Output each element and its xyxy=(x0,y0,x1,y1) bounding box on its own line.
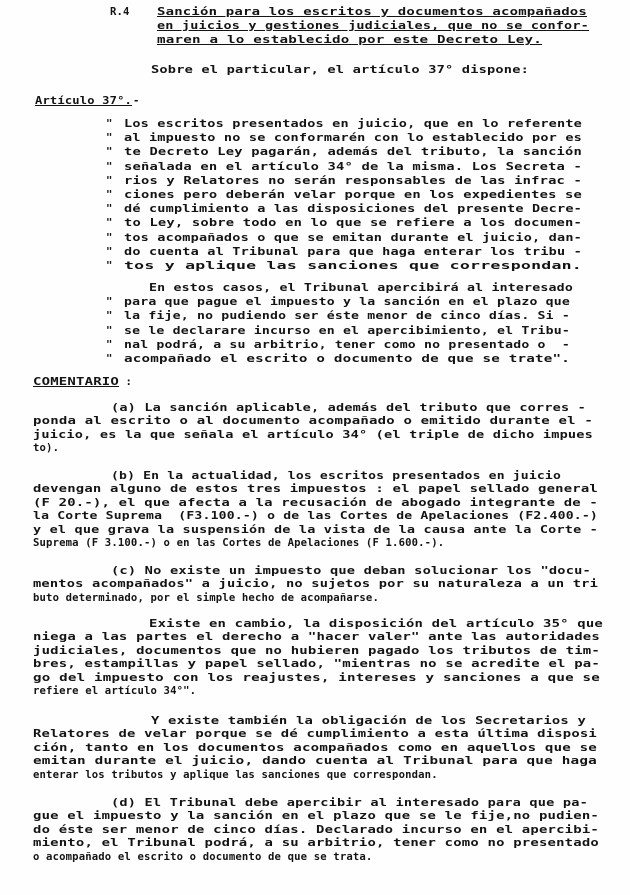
commentary-b-line: (b) En la actualidad, los escritos presentados en juicio xyxy=(111,470,561,482)
article-paragraph-line: nal podrá, a su arbitrio, tener como no presentado o - xyxy=(124,338,570,351)
margin-quote-mark: " xyxy=(106,118,113,130)
commentary-c-line: (c) No existe un impuesto que deban solucionar los "docu- xyxy=(111,565,591,577)
margin-quote-mark: " xyxy=(106,217,113,230)
commentary-a-line: to). xyxy=(33,442,60,455)
article-paragraph-line: se le declarare incurso en el apercibimiento, el Tribu- xyxy=(124,324,570,337)
article-paragraph-line: señalada en el artículo 34° de la misma. Los Secreta - xyxy=(124,160,582,173)
article-heading: Artículo 37°. xyxy=(35,95,132,107)
commentary-c2-line: judiciales, documentos que no hubieren pagado los tributos de tim- xyxy=(33,644,600,657)
commentary-c-line: mentos acompañados" a juicio, no sujetos por su naturaleza a un tri xyxy=(33,578,598,591)
margin-quote-mark: " xyxy=(106,189,113,201)
commentary-d-line: (d) El Tribunal debe apercibir al interesado para que pa- xyxy=(111,797,588,809)
commentary-d-line: o acompañado el escrito o documento de que se trata. xyxy=(33,850,373,863)
commentary-c2-line: niega a las partes el derecho a "hacer valer" ante las autoridades xyxy=(33,631,600,644)
commentary-c3-line: Relatores de velar porque se dé cumplimiento a esta última disposi xyxy=(33,728,597,741)
margin-quote-mark: " xyxy=(106,324,113,337)
commentary-a-line: ponda al escrito o al documento acompañado o emitido durante el - xyxy=(33,415,593,428)
article-paragraph-line: te Decreto Ley pagarán, además del tributo, la sanción xyxy=(124,146,582,159)
intro-text: Sobre el particular, el artículo 37° dispone: xyxy=(151,64,529,76)
commentary-d-line: gue el impuesto y la sanción en el plazo que se le fije,no pudien- xyxy=(33,810,599,823)
article-paragraph-line: tos acompañados o que se emitan durante el juicio, dan- xyxy=(124,231,582,244)
commentary-heading-colon: : xyxy=(119,376,133,388)
section-title-line: en juicios y gestiones judiciales, que no se confor- xyxy=(157,20,589,32)
commentary-c3-line: emitan durante el juicio, dando cuenta al Tribunal para que haga xyxy=(33,755,597,768)
article-paragraph-line: Los escritos presentados en juicio, que en lo referente xyxy=(124,118,582,130)
margin-quote-mark: " xyxy=(106,160,113,173)
margin-quote-mark: " xyxy=(106,132,113,145)
article-paragraph-line: al impuesto no se conformarén con lo establecido por es xyxy=(124,132,582,145)
article-paragraph-line: para que pague el impuesto y la sanción en el plazo que xyxy=(124,296,570,309)
section-title-line: Sanción para los escritos y documentos acompañados xyxy=(157,6,587,18)
commentary-b-line: la Corte Suprema (F3.100.-) o de las Cortes de Apelaciones (F2.400.-) xyxy=(33,510,598,523)
commentary-b-line: Suprema (F 3.100.-) o en las Cortes de Apelaciones (F 1.600.-). xyxy=(33,537,445,549)
margin-quote-mark: " xyxy=(106,231,113,244)
article-paragraph-line: tos y aplique las sanciones que correspondan. xyxy=(124,260,582,272)
margin-quote-mark: " xyxy=(106,146,113,159)
article-paragraph-line: ciones pero deberán velar porque en los expedientes se xyxy=(124,189,582,201)
commentary-c-line: buto determinado, por el simple hecho de acompañarse. xyxy=(33,591,379,604)
margin-quote-mark: " xyxy=(106,338,113,351)
commentary-c2-line: refiere el artículo 34°". xyxy=(33,685,197,697)
commentary-d-line: miento, el Tribunal podrá, a su arbitrio, tener como no presentado xyxy=(33,837,599,850)
section-number: R.4 xyxy=(110,6,130,18)
commentary-c2-line: Existe en cambio, la disposición del artículo 35° que xyxy=(149,618,603,630)
section-title-line: maren a lo establecido por este Decreto Ley. xyxy=(157,34,542,46)
margin-quote-mark: " xyxy=(106,203,113,216)
commentary-a-line: (a) La sanción aplicable, además del tributo que corres - xyxy=(111,402,586,414)
commentary-c2-line: go del impuesto con los reajustes, intereses y sanciones a que se xyxy=(33,671,600,684)
article-paragraph-line: rios y Relatores no serán responsables de las infrac - xyxy=(124,174,582,187)
margin-quote-mark: " xyxy=(106,260,113,272)
commentary-b-line: y el que grava la suspensión de la vista de la causa ante la Corte - xyxy=(33,523,598,536)
margin-quote-mark: " xyxy=(106,353,113,365)
article-paragraph-line: to Ley, sobre todo en lo que se refiere a los documen- xyxy=(124,217,582,230)
commentary-a-line: juicio, es la que señala el artículo 34° (el triple de dicho impues xyxy=(33,428,593,441)
article-paragraph-line: acompañado el escrito o documento de que se trate". xyxy=(124,353,570,365)
margin-quote-mark: " xyxy=(106,245,113,258)
article-heading-dash: - xyxy=(133,95,140,107)
commentary-heading: COMENTARIO xyxy=(33,376,119,388)
article-paragraph-line: dé cumplimiento a las disposiciones del presente Decre- xyxy=(124,203,582,216)
article-paragraph-line: En estos casos, el Tribunal apercibirá al interesado xyxy=(149,282,573,294)
margin-quote-mark: " xyxy=(106,296,113,309)
commentary-c3-line: ción, tanto en los documentos acompañados como en aquellos que se xyxy=(33,741,597,754)
article-paragraph-line: do cuenta al Tribunal para que haga enterar los tribu - xyxy=(124,245,582,258)
margin-quote-mark: " xyxy=(106,310,113,323)
commentary-c3-line: Y existe también la obligación de los Secretarios y xyxy=(151,715,586,727)
commentary-c2-line: bres, estampillas y papel sellado, "mientras no se acredite el pa- xyxy=(33,658,600,671)
commentary-c3-line: enterar los tributos y aplique las sanciones que correspondan. xyxy=(33,768,438,781)
commentary-d-line: do éste ser menor de cinco días. Declarado incurso en el apercibi- xyxy=(33,823,599,836)
article-paragraph-line: la fije, no pudiendo ser éste menor de cinco días. Si - xyxy=(124,310,570,323)
commentary-b-line: (F 20.-), el que afecta a la recusación de abogado integrante de - xyxy=(33,496,598,509)
margin-quote-mark: " xyxy=(106,174,113,187)
commentary-b-line: devengan alguno de estos tres impuestos : el papel sellado general xyxy=(33,483,598,496)
